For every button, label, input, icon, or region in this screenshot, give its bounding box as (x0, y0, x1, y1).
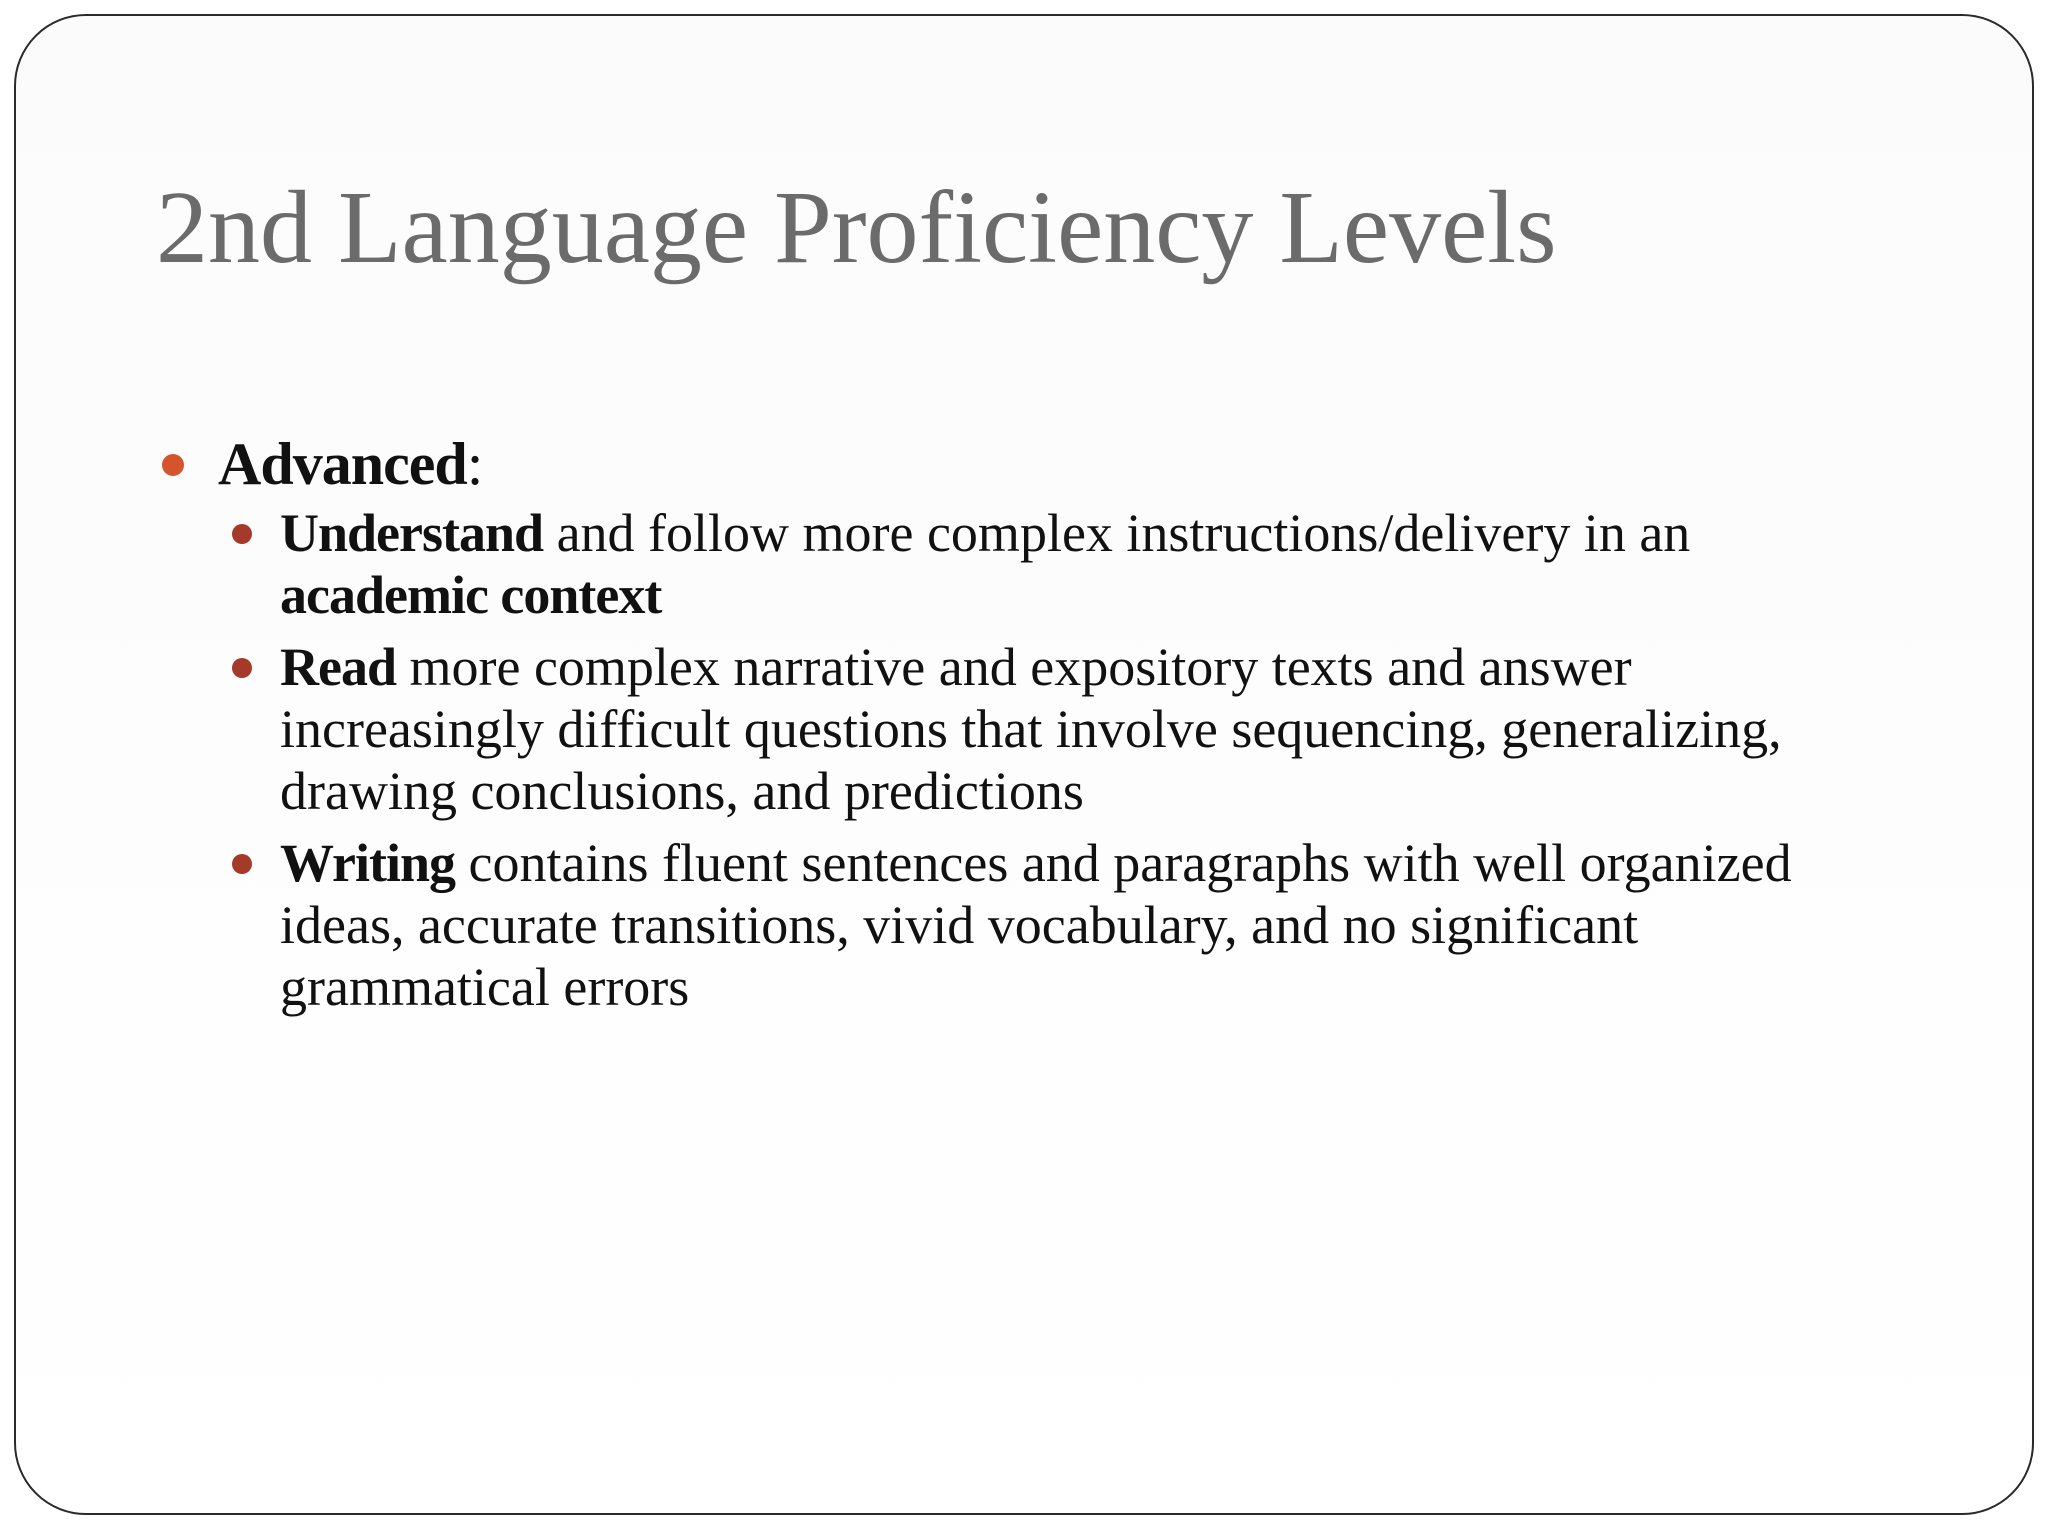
slide-frame (14, 14, 2034, 1515)
bullet-icon (232, 524, 252, 544)
level-name: Advanced (218, 431, 467, 497)
item-lead: Understand (280, 503, 544, 563)
item-emphasis: academic context (280, 565, 662, 625)
slide-content (156, 428, 1856, 1028)
level-details-list (156, 502, 1856, 1018)
level-bullet-icon (162, 454, 184, 476)
item-text: more complex narrative and expository texts and answer increasingly difficult questions that involve sequencing, generalizing, drawing conclusions, and predictions (280, 637, 1782, 821)
list-item-read (156, 636, 1856, 822)
list-item-understand (156, 502, 1856, 626)
item-text: contains fluent sentences and paragraphs with well organized ideas, accurate transitions, vivid vocabulary, and no significant grammatical errors (280, 833, 1792, 1017)
item-lead: Writing (280, 833, 456, 893)
level-suffix: : (466, 431, 484, 497)
item-text: and follow more complex instructions/delivery in an (543, 503, 1691, 563)
list-item-writing (156, 832, 1856, 1018)
level-heading (156, 428, 1856, 500)
bullet-icon (232, 854, 252, 874)
item-lead: Read (280, 637, 396, 697)
slide-title: 2nd Language Proficiency Levels (156, 170, 1557, 285)
bullet-icon (232, 658, 252, 678)
